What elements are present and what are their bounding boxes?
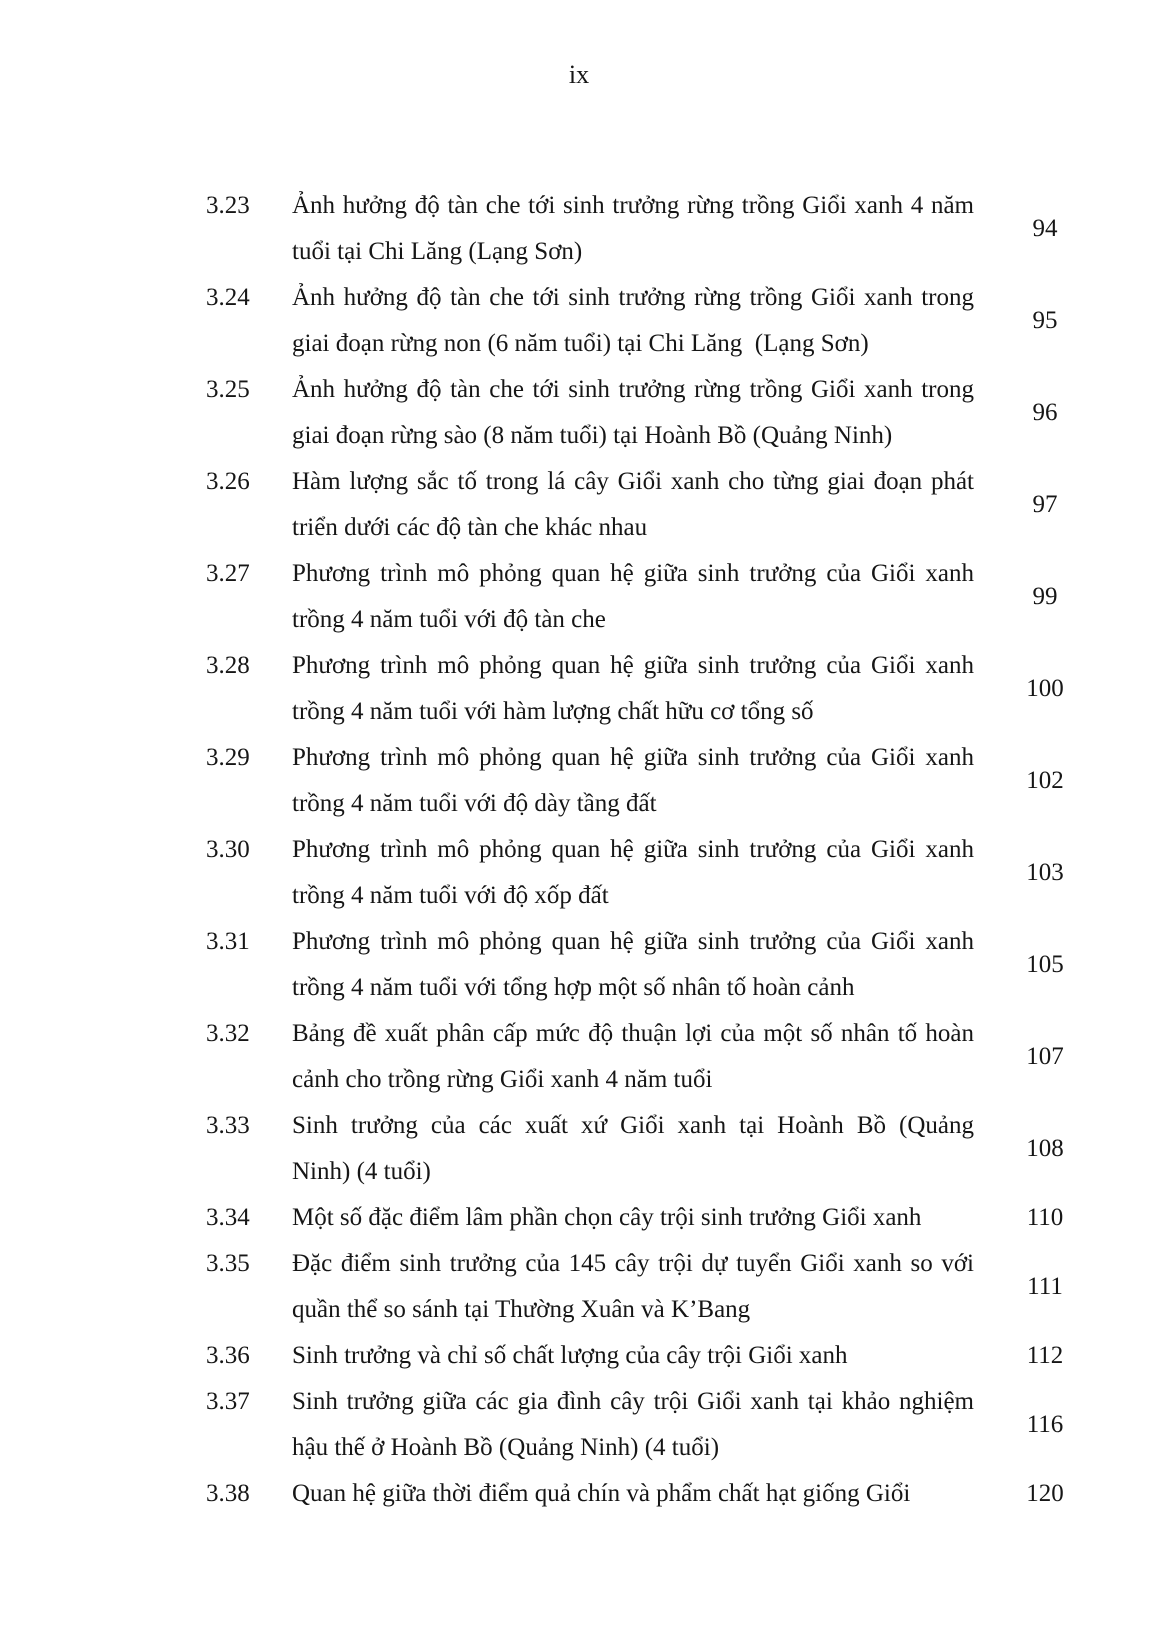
entry-page-number: 100 <box>1026 675 1064 702</box>
entry-title-line: Phương trình mô phỏng quan hệ giữa sinh trưởng của Giổi xanh <box>292 744 974 771</box>
entry-title-line: trồng 4 năm tuổi với độ xốp đất <box>292 882 609 909</box>
entry-number: 3.30 <box>206 836 250 863</box>
toc-entry <box>206 1195 1116 1241</box>
entry-title-line: trồng 4 năm tuổi với độ tàn che <box>292 606 606 633</box>
list-of-tables <box>206 183 1116 1517</box>
entry-page-number: 96 <box>1032 399 1058 426</box>
entry-title-line: Phương trình mô phỏng quan hệ giữa sinh trưởng của Giổi xanh <box>292 928 974 955</box>
entry-title <box>292 1195 974 1241</box>
entry-number: 3.27 <box>206 560 250 587</box>
toc-entry <box>206 459 1116 551</box>
entry-page-number: 116 <box>1026 1411 1064 1438</box>
entry-title-line: trồng 4 năm tuổi với độ dày tầng đất <box>292 790 657 817</box>
toc-entry <box>206 827 1116 919</box>
entry-number: 3.37 <box>206 1388 250 1415</box>
entry-page-number: 110 <box>1026 1204 1064 1231</box>
entry-page-number: 99 <box>1032 583 1058 610</box>
entry-page-number: 112 <box>1026 1342 1064 1369</box>
toc-entry <box>206 551 1116 643</box>
entry-title-line: quần thể so sánh tại Thường Xuân và K’Bang <box>292 1296 751 1323</box>
toc-entry <box>206 1241 1116 1333</box>
entry-number: 3.25 <box>206 376 250 403</box>
entry-number: 3.34 <box>206 1204 250 1231</box>
entry-number: 3.32 <box>206 1020 250 1047</box>
toc-entry <box>206 1379 1116 1471</box>
entry-title <box>292 1333 974 1379</box>
entry-title-line: Ảnh hưởng độ tàn che tới sinh trưởng rừng trồng Giổi xanh 4 năm <box>292 192 974 219</box>
toc-entry <box>206 1471 1116 1517</box>
entry-title-line: cảnh cho trồng rừng Giổi xanh 4 năm tuổi <box>292 1066 713 1093</box>
toc-entry <box>206 735 1116 827</box>
entry-number: 3.23 <box>206 192 250 219</box>
entry-title <box>292 1471 974 1517</box>
entry-title-line: Quan hệ giữa thời điểm quả chín và phẩm chất hạt giống Giổi <box>292 1480 911 1507</box>
toc-entry <box>206 643 1116 735</box>
entry-title-line: Phương trình mô phỏng quan hệ giữa sinh trưởng của Giổi xanh <box>292 560 974 587</box>
entry-title <box>292 919 974 1011</box>
entry-page-number: 105 <box>1026 951 1064 978</box>
entry-title-line: Sinh trưởng giữa các gia đình cây trội Giổi xanh tại khảo nghiệm <box>292 1388 974 1415</box>
toc-entry <box>206 275 1116 367</box>
entry-page-number: 108 <box>1026 1135 1064 1162</box>
entry-title <box>292 275 974 367</box>
toc-entry <box>206 1333 1116 1379</box>
entry-title <box>292 367 974 459</box>
toc-entry <box>206 1103 1116 1195</box>
entry-page-number: 94 <box>1032 215 1058 242</box>
entry-title-line: hậu thế ở Hoành Bồ (Quảng Ninh) (4 tuổi) <box>292 1434 720 1461</box>
entry-title <box>292 551 974 643</box>
entry-title <box>292 183 974 275</box>
entry-title <box>292 1379 974 1471</box>
entry-number: 3.35 <box>206 1250 250 1277</box>
entry-title <box>292 459 974 551</box>
entry-number: 3.29 <box>206 744 250 771</box>
entry-title <box>292 735 974 827</box>
entry-page-number: 95 <box>1032 307 1058 334</box>
entry-title-line: Ảnh hưởng độ tàn che tới sinh trưởng rừng trồng Giổi xanh trong <box>292 284 974 311</box>
entry-page-number: 102 <box>1026 767 1064 794</box>
entry-title-line: Phương trình mô phỏng quan hệ giữa sinh trưởng của Giổi xanh <box>292 836 974 863</box>
entry-title-line: Ninh) (4 tuổi) <box>292 1158 431 1185</box>
entry-title-line: Sinh trưởng và chỉ số chất lượng của cây trội Giổi xanh <box>292 1342 848 1369</box>
entry-title-line: Sinh trưởng của các xuất xứ Giổi xanh tại Hoành Bồ (Quảng <box>292 1112 974 1139</box>
toc-entry <box>206 1011 1116 1103</box>
entry-title-line: trồng 4 năm tuổi với hàm lượng chất hữu cơ tổng số <box>292 698 814 725</box>
entry-title-line: giai đoạn rừng non (6 năm tuổi) tại Chi Lăng (Lạng Sơn) <box>292 330 869 357</box>
entry-number: 3.26 <box>206 468 250 495</box>
page-number-header: ix <box>568 60 590 89</box>
entry-title <box>292 1241 974 1333</box>
entry-title-line: giai đoạn rừng sào (8 năm tuổi) tại Hoành Bồ (Quảng Ninh) <box>292 422 893 449</box>
entry-title-line: Phương trình mô phỏng quan hệ giữa sinh trưởng của Giổi xanh <box>292 652 974 679</box>
entry-page-number: 120 <box>1026 1480 1064 1507</box>
entry-title-line: Bảng đề xuất phân cấp mức độ thuận lợi của một số nhân tố hoàn <box>292 1020 974 1047</box>
entry-title-line: Ảnh hưởng độ tàn che tới sinh trưởng rừng trồng Giổi xanh trong <box>292 376 974 403</box>
entry-title-line: Đặc điểm sinh trưởng của 145 cây trội dự tuyển Giổi xanh so với <box>292 1250 974 1277</box>
entry-page-number: 111 <box>1027 1273 1063 1300</box>
entry-title <box>292 1103 974 1195</box>
entry-page-number: 107 <box>1026 1043 1064 1070</box>
entry-title-line: tuổi tại Chi Lăng (Lạng Sơn) <box>292 238 583 265</box>
entry-title-line: Một số đặc điểm lâm phần chọn cây trội sinh trưởng Giổi xanh <box>292 1204 922 1231</box>
toc-entry <box>206 367 1116 459</box>
entry-title <box>292 827 974 919</box>
entry-title-line: triển dưới các độ tàn che khác nhau <box>292 514 648 541</box>
entry-number: 3.38 <box>206 1480 250 1507</box>
toc-entry <box>206 183 1116 275</box>
entry-page-number: 97 <box>1032 491 1058 518</box>
entry-title <box>292 1011 974 1103</box>
entry-number: 3.24 <box>206 284 250 311</box>
entry-number: 3.28 <box>206 652 250 679</box>
entry-title <box>292 643 974 735</box>
entry-title-line: trồng 4 năm tuổi với tổng hợp một số nhân tố hoàn cảnh <box>292 974 855 1001</box>
entry-number: 3.31 <box>206 928 250 955</box>
entry-number: 3.33 <box>206 1112 250 1139</box>
entry-number: 3.36 <box>206 1342 250 1369</box>
entry-page-number: 103 <box>1026 859 1064 886</box>
entry-title-line: Hàm lượng sắc tố trong lá cây Giổi xanh cho từng giai đoạn phát <box>292 468 974 495</box>
toc-entry <box>206 919 1116 1011</box>
